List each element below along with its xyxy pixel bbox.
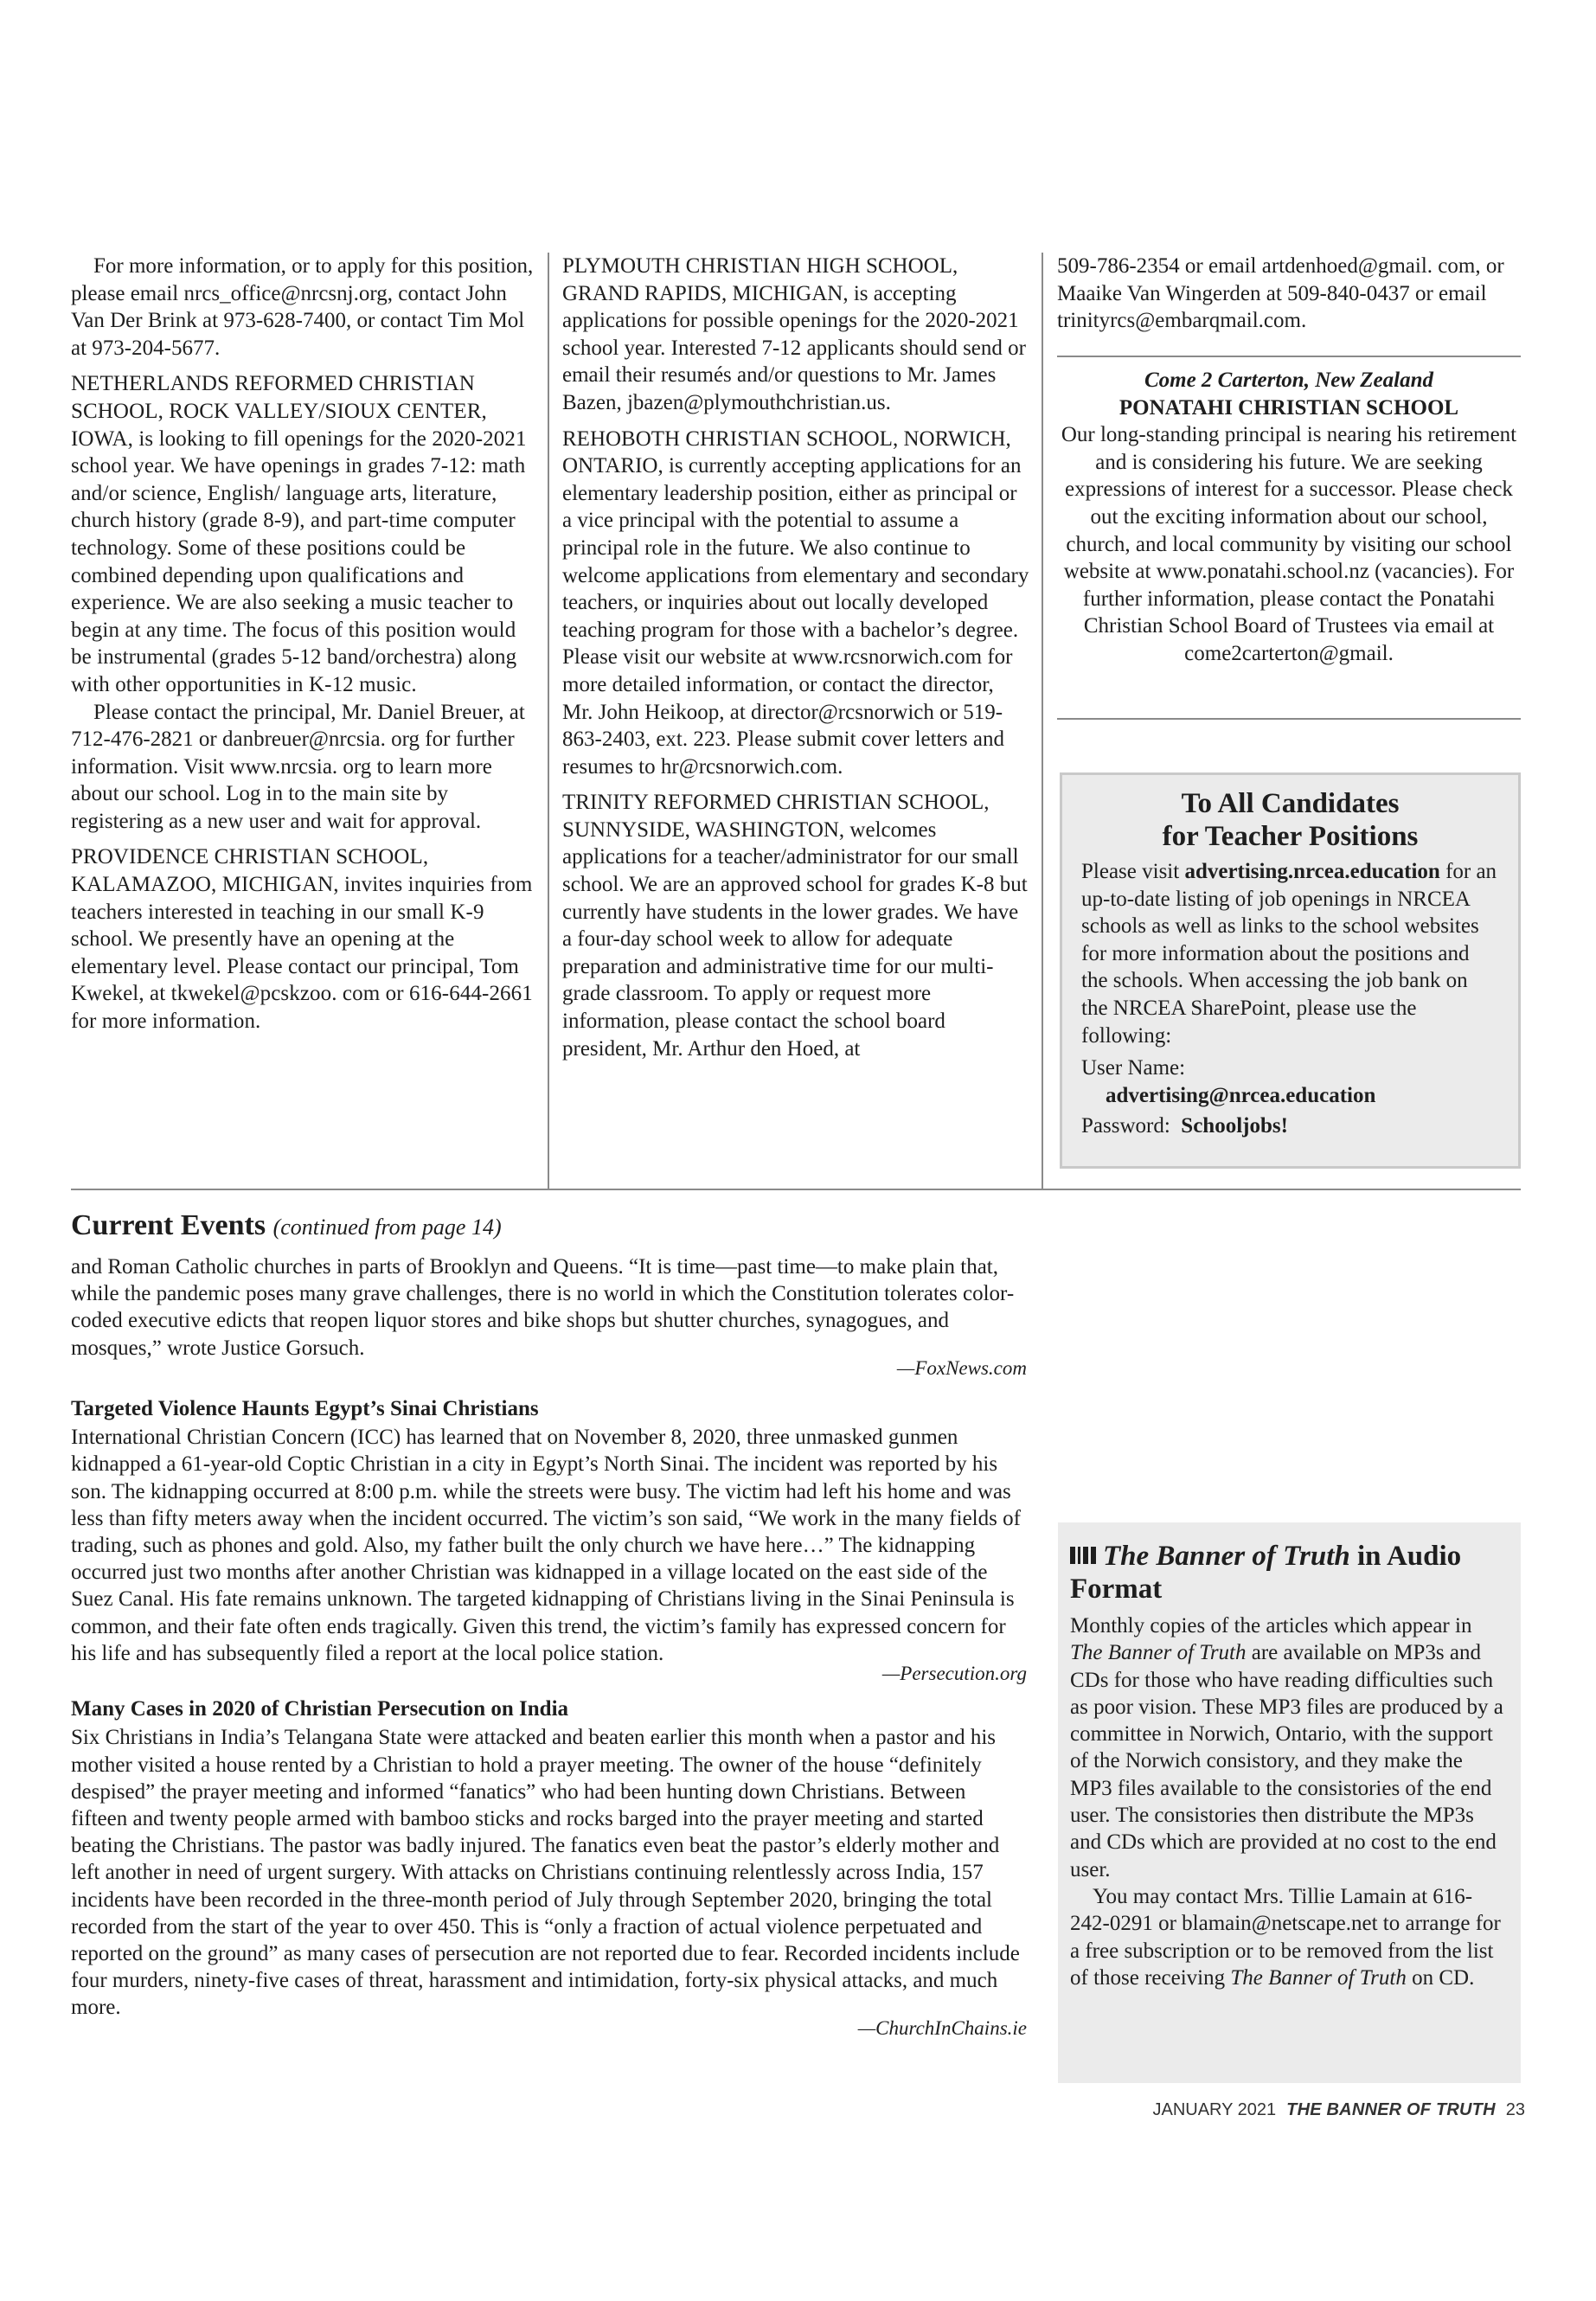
india-article-title: Many Cases in 2020 of Christian Persecution on India — [71, 1697, 569, 1721]
username-label: User Name: — [1081, 1056, 1186, 1080]
audio-title — [1070, 1540, 1509, 1606]
candidates-body-post: for an up-to-date listing of job openings in NRCEA schools as well as links to the school websites for more information about the positions and the schools. When accessing the job bank on the NRCEA SharePoint, please use the following: — [1081, 860, 1497, 1048]
username-value: advertising@nrcea.education — [1106, 1083, 1376, 1107]
audio-p1-post: are available on MP3s and CDs for those who have reading difficulties such as poor vision. These MP3 files are produced by a committee in Norwich, Ontario, with the support of the Norwich consistory, and they make the MP3 files available to the consistories of the end user. The consistories then distribute the MP3s and CDs which are provided at no cost to the end user. — [1070, 1641, 1503, 1881]
audio-title-rest: in Audio Format — [1070, 1541, 1462, 1605]
section-divider — [71, 1189, 1521, 1190]
column-1 — [71, 253, 534, 1035]
continued-note: (continued from page 14) — [272, 1215, 502, 1240]
page-number: 23 — [1505, 2100, 1525, 2119]
audio-p2-pre: You may contact Mrs. Tillie Lamain at 616-242-0291 or blamain@netscape.net to arrange for a free subscription or to be removed from the list of those receiving — [1070, 1884, 1501, 1990]
plymouth-listing: PLYMOUTH CHRISTIAN HIGH SCHOOL, GRAND RAPIDS, MICHIGAN, is accepting applications for possible openings for the 2020-2021 school year. Interested 7-12 applicants should send or email their resumés and/or questions to Mr. James Bazen, jbazen@plymouthchristian.us. — [562, 254, 1026, 414]
password-value: Schooljobs! — [1181, 1114, 1288, 1138]
audio-paragraph-2 — [1070, 1883, 1509, 1991]
audio-p2-post: on CD. — [1406, 1965, 1475, 1990]
current-events-heading — [71, 1209, 502, 1242]
netherlands-reformed-listing: NETHERLANDS REFORMED CHRISTIAN SCHOOL, ROCK VALLEY/SIOUX CENTER, IOWA, is looking to fill openings for the 2020-2021 school year. We have openings in grades 7-12: math and/or science, English/ language arts, literature, church history (grade 8-9), and part-time computer technology. Some of these positions could be combined depending upon qualifications and experience. We are also seeking a music teacher to begin at any time. The focus of this position would be instrumental (grades 5-12 band/orchestra) along with other opportunities in K-12 music. — [71, 372, 527, 696]
teacher-candidates-box — [1060, 772, 1521, 1169]
column-divider-1 — [548, 253, 549, 1189]
candidates-title-line-2: for Teacher Positions — [1162, 821, 1419, 852]
audio-paragraph-1 — [1070, 1612, 1509, 1883]
audio-p2-italic: The Banner of Truth — [1230, 1965, 1407, 1990]
page-footer — [1152, 2100, 1525, 2120]
audio-title-italic: The Banner of Truth — [1103, 1541, 1350, 1572]
trinity-contact-continued: 509-786-2354 or email artdenhoed@gmail. com, or Maaike Van Wingerden at 509-840-0437 or email trinityrcs@embarqmail.com. — [1057, 254, 1504, 333]
candidates-body-pre: Please visit — [1081, 860, 1185, 883]
nz-bottom-rule — [1057, 718, 1521, 720]
password-line — [1081, 1112, 1499, 1140]
persecution-source: —Persecution.org — [881, 1663, 1027, 1685]
netherlands-contact-paragraph: Please contact the principal, Mr. Daniel Breuer, at 712-476-2821 or danbreuer@nrcsia. org for further information. Visit www.nrcsia. org to learn more about our school. Log in to the main site by registering as a new user and wait for approval. — [71, 700, 525, 833]
headphones-icon — [1070, 1540, 1096, 1573]
audio-p1-italic: The Banner of Truth — [1070, 1641, 1247, 1665]
rehoboth-listing: REHOBOTH CHRISTIAN SCHOOL, NORWICH, ONTARIO, is currently accepting applications for an elementary leadership position, either as principal or a vice principal with the potential to assume a principal role in the future. We also continue to welcome applications from elementary and secondary teachers, or inquiries about out locally developed teaching program for those with a bachelor’s degree. Please visit our website at www.rcsnorwich.com for more detailed information, or contact the director, Mr. John Heikoop, at director@rcsnorwich or 519-863-2403, ext. 223. Please submit cover letters and resumes to hr@rcsnorwich.com. — [562, 426, 1029, 779]
audio-p1-pre: Monthly copies of the articles which appear in — [1070, 1614, 1472, 1638]
column-3 — [1057, 253, 1521, 335]
gorsuch-paragraph: and Roman Catholic churches in parts of Brooklyn and Queens. “It is time—past time—to make plain that, while the pandemic poses many grave challenges, there is no world in which the Constitution tolerates color-coded executive edicts that reopen liquor stores and bike shops but shutter churches, synagogues, and mosques,” wrote Justice Gorsuch. — [71, 1255, 1015, 1360]
india-article-body: Six Christians in India’s Telangana State were attacked and beaten earlier this month when a pastor and his mother visited a house rented by a Christian to hold a prayer meeting. The owner of the house “definitely despised” the prayer meeting and informed “fanatics” who had been hunting down Christians. Between fifteen and twenty people armed with bamboo sticks and rocks barged into the prayer meeting and started beating the Christians. The pastor was badly injured. The fanatics even beat the pastor’s elderly mother and left another in need of urgent surgery. With attacks on Christians continuing relentlessly across India, 157 incidents have been recorded in the three-month period of July through September 2020, bringing the total recorded from the start of the year to over 450. This is “only a fraction of actual violence perpetuated and reported on the ground” as many cases of persecution are not reported due to fear. Recorded incidents include four murders, ninety-five cases of threat, harassment and intimidation, forty-six physical attacks, and much more. — [71, 1726, 1020, 2020]
egypt-article-title: Targeted Violence Haunts Egypt’s Sinai Christians — [71, 1397, 539, 1421]
current-events-body — [71, 1253, 1027, 2041]
password-label: Password: — [1081, 1114, 1170, 1138]
footer-publication: THE BANNER OF TRUTH — [1286, 2100, 1496, 2119]
nz-top-rule — [1057, 356, 1521, 357]
nz-body: Our long-standing principal is nearing his retirement and is considering his future. We are seeking expressions of interest for a successor. Please check out the exciting information about our school, church, and local community by visiting our school website at www.ponatahi.school.nz (vacancies). For further information, please contact the Ponatahi Christian School Board of Trustees via email at come2carterton@gmail. — [1061, 423, 1517, 665]
trinity-listing: TRINITY REFORMED CHRISTIAN SCHOOL, SUNNYSIDE, WASHINGTON, welcomes applications for a teacher/administrator for our small school. We are an approved school for grades K-8 but currently have students in the lower grades. We have a four-day school week to allow for adequate preparation and administrative time for our multi-grade classroom. To apply or request more information, please contact the school board president, Mr. Arthur den Hoed, at — [562, 791, 1028, 1061]
foxnews-source: —FoxNews.com — [896, 1356, 1027, 1379]
current-events-title: Current Events — [71, 1209, 266, 1241]
churchinchains-source: —ChurchInChains.ie — [857, 2016, 1027, 2039]
job-bank-link[interactable]: advertising.nrcea.education — [1184, 860, 1440, 883]
providence-listing: PROVIDENCE CHRISTIAN SCHOOL, KALAMAZOO, MICHIGAN, invites inquiries from teachers interested in teaching in our small K-9 school. We presently have an opening at the elementary level. Please contact our principal, Tom Kwekel, at tkwekel@pcskzoo. com or 616-644-2661 for more information. — [71, 845, 533, 1034]
egypt-article-body: International Christian Concern (ICC) has learned that on November 8, 2020, three unmasked gunmen kidnapped a 61-year-old Coptic Christian in a city in Egypt’s North Sinai. The incident was reported by his son. The kidnapping occurred at 8:00 p.m. while the streets were busy. The victim had left his home and was less than fifty meters away when the incident occurred. The victim’s son said, “We work in the many fields of trading, such as phones and gold. Also, my father built the only church we have here…” The kidnapping occurred just two months after another Christian was kidnapped in a village located on the east side of the Suez Canal. His fate remains unknown. The targeted kidnapping of Christians living in the Sinai Peninsula is common, and their fate often ends tragically. Given this trend, the victim’s family has expressed concern for his life and has subsequently filed a report at the local police station. — [71, 1426, 1021, 1665]
footer-date: JANUARY 2021 — [1152, 2100, 1277, 2119]
nz-school-name: PONATAHI CHRISTIAN SCHOOL — [1118, 395, 1459, 420]
candidates-title-line-1: To All Candidates — [1181, 788, 1400, 819]
nrcs-contact-paragraph: For more information, or to apply for this position, please email nrcs_office@nrcsnj.org, contact John Van Der Brink at 973-628-7400, or contact Tim Mol at 973-204-5677. — [71, 254, 534, 360]
nz-heading: Come 2 Carterton, New Zealand — [1144, 369, 1434, 392]
candidates-body — [1081, 858, 1499, 1049]
column-2 — [562, 253, 1029, 1062]
ponatahi-listing — [1057, 367, 1521, 668]
column-divider-2 — [1042, 253, 1043, 1189]
audio-format-box — [1058, 1522, 1521, 2083]
